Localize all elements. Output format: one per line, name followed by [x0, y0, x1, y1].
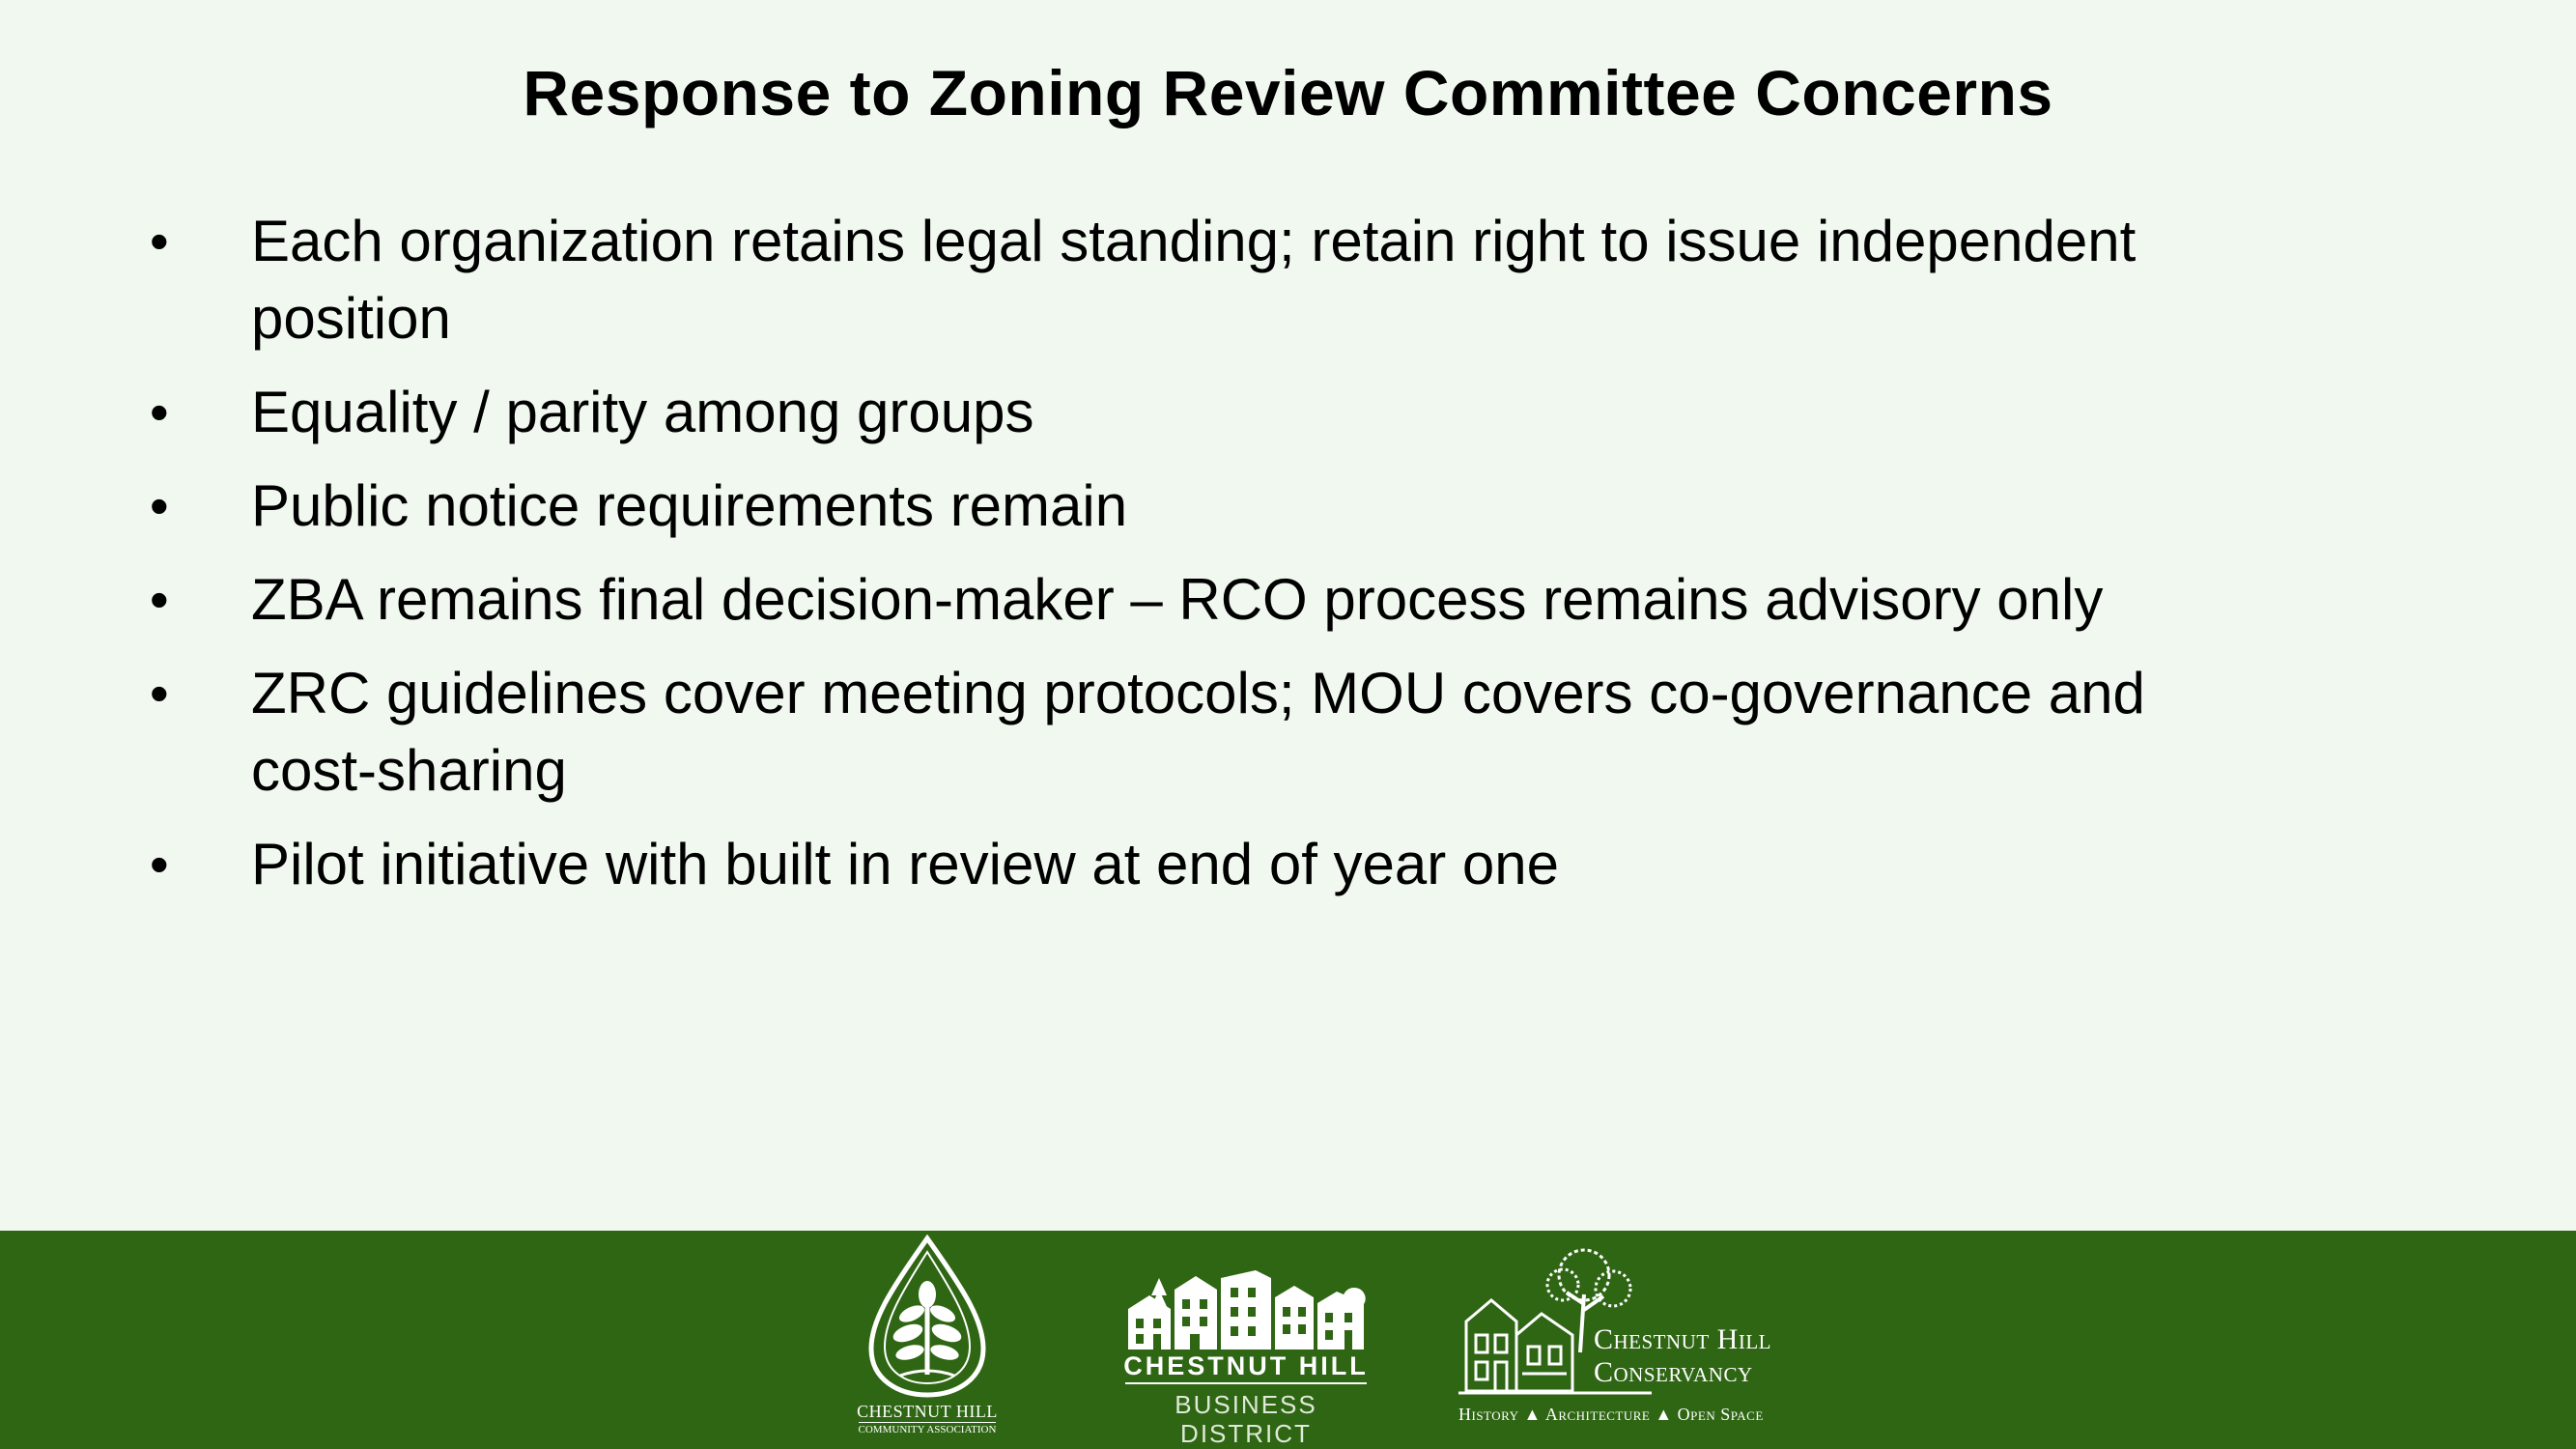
business-district-logo — [1111, 1261, 1381, 1448]
bullet-item — [150, 374, 2323, 451]
bullet-text-line2: position — [251, 286, 451, 351]
bullet-text-line1: Each organization retains legal standing; retain right to issue independent — [251, 209, 2137, 273]
tree-leaf-icon — [850, 1235, 1005, 1399]
bullet-text-line1: Pilot initiative with built in review at end of year one — [251, 832, 1560, 896]
bullet-dot: • — [150, 211, 169, 271]
bd-logo-subtitle: BUSINESS DISTRICT — [1175, 1390, 1317, 1448]
bd-logo-divider — [1125, 1382, 1367, 1384]
bullet-item — [150, 203, 2323, 357]
ca-logo-subtitle: COMMUNITY ASSOCIATION — [858, 1424, 997, 1435]
bullet-item — [150, 561, 2323, 639]
bullet-dot: • — [150, 834, 169, 895]
bullet-text-line2: cost-sharing — [251, 738, 567, 803]
ca-logo-name: CHESTNUT HILL — [857, 1402, 998, 1421]
cv-logo-name-line2: Conservancy — [1594, 1356, 1753, 1388]
bd-logo-name: CHESTNUT HILL — [1123, 1351, 1369, 1380]
bullet-text-line1: ZBA remains final decision-maker – RCO process remains advisory only — [251, 567, 2104, 632]
community-association-logo — [850, 1235, 1005, 1437]
houses-skyline-icon — [1120, 1261, 1372, 1350]
cv-logo-name — [1594, 1323, 1816, 1389]
bullet-item — [150, 468, 2323, 545]
bullet-dot: • — [150, 475, 169, 536]
bullet-text-line1: Public notice requirements remain — [251, 473, 1128, 538]
bullet-dot: • — [150, 663, 169, 724]
bullet-text-line1: Equality / parity among groups — [251, 380, 1034, 444]
bullet-list — [150, 203, 2323, 920]
slide-title: Response to Zoning Review Committee Concerns — [523, 57, 2053, 128]
bullet-dot: • — [150, 569, 169, 630]
conservancy-logo — [1458, 1246, 1816, 1439]
bullet-text-line1: ZRC guidelines cover meeting protocols; MOU covers co-governance and — [251, 661, 2145, 725]
cv-logo-subtitle: History ▲ Architecture ▲ Open Space — [1458, 1405, 1764, 1424]
cv-logo-name-line1: Chestnut Hill — [1594, 1323, 1771, 1355]
bullet-item — [150, 826, 2323, 903]
bullet-dot: • — [150, 382, 169, 442]
bullet-item — [150, 655, 2323, 810]
